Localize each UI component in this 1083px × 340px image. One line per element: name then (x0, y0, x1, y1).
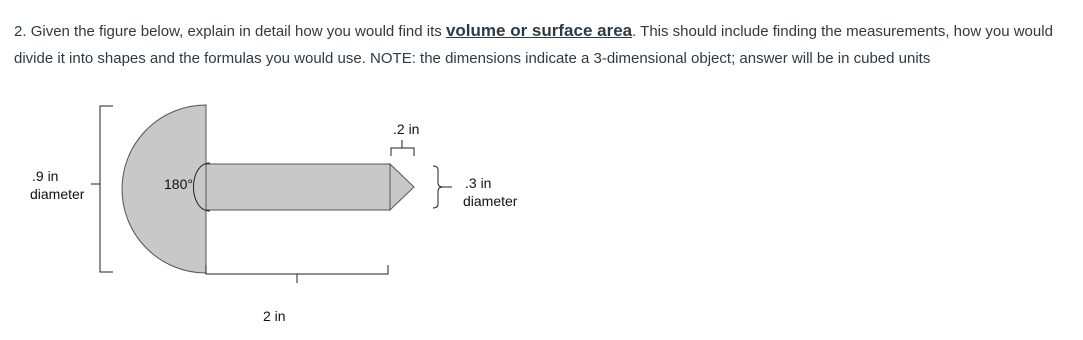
volume-surface-area-link[interactable]: volume or surface area (445, 21, 633, 40)
question-prompt-end: . This should include finding the measurements, how you would divide it into shapes and the formulas you would use. NOTE: the dimensions indicate a 3-dimensional object; answer will be in cubed units (14, 23, 1053, 67)
cylinder-shape (206, 164, 390, 210)
question-number: 2. (14, 23, 27, 40)
diameter-brace-right (433, 166, 443, 208)
right-diameter-value: .3 in (465, 175, 492, 191)
question-prompt-start: Given the figure below, explain in detail how you would find its (30, 23, 442, 40)
right-diameter-unit: diameter (463, 193, 518, 209)
length-bracket (206, 265, 388, 274)
cone-shape (390, 164, 414, 210)
left-diameter-unit: diameter (30, 186, 85, 202)
tip-length-label: .2 in (393, 121, 420, 137)
length-label: 2 in (263, 308, 286, 324)
diameter-bracket-left (100, 106, 113, 272)
tip-bracket (391, 148, 414, 156)
angle-label: 180° (164, 176, 193, 192)
left-diameter-value: .9 in (32, 168, 59, 184)
